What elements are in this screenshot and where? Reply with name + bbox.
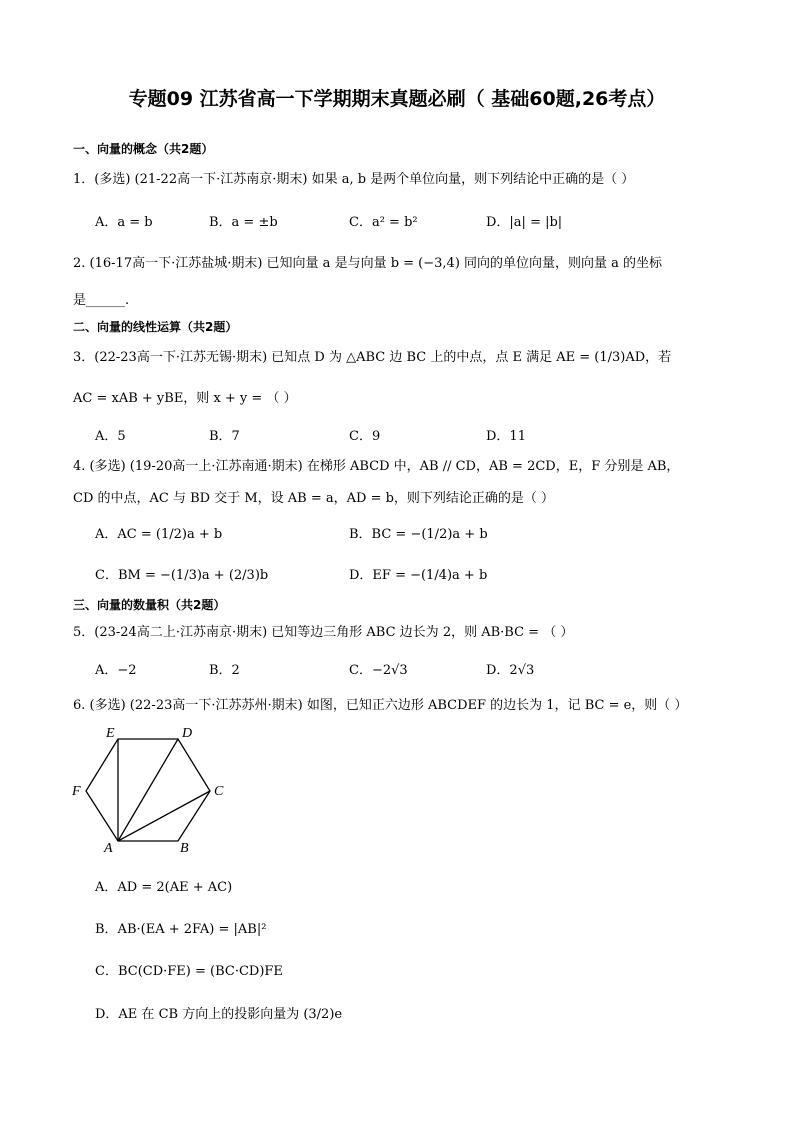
question-1-stem: 1．(多选) (21-22高一下·江苏南京·期末) 如果 a, b 是两个单位向量，则下列结论中正确的是（ ） <box>73 172 635 187</box>
question-1-option-c: C．a² = b² <box>349 215 418 230</box>
question-3-line-2: AC = xAB + yBE，则 x + y = （ ） <box>73 391 297 406</box>
question-4-option-a: A．AC = (1/2)a + b <box>95 527 223 542</box>
vertex-label-b: B <box>180 841 189 855</box>
question-4-option-c: C．BM = −(1/3)a + (2/3)b <box>95 568 269 583</box>
question-6-option-c: C．BC(CD·FE) = (BC·CD)FE <box>95 964 283 979</box>
question-3-option-b: B．7 <box>209 429 240 444</box>
section-heading-2: 二、向量的线性运算（共2题） <box>73 320 238 334</box>
section-heading-3: 三、向量的数量积（共2题） <box>73 598 226 612</box>
page-title: 专题09 江苏省高一下学期期末真题必刷（ 基础60题,26考点） <box>128 88 666 110</box>
vertex-label-c: C <box>214 784 224 799</box>
section-heading-1: 一、向量的概念（共2题） <box>73 142 214 156</box>
question-3-option-c: C．9 <box>349 429 381 444</box>
question-3-option-a: A．5 <box>95 429 126 444</box>
question-4-option-b: B．BC = −(1/2)a + b <box>349 527 488 542</box>
vertex-label-e: E <box>106 726 115 741</box>
hexagon-figure <box>70 725 240 855</box>
vertex-label-a: A <box>104 841 113 855</box>
question-6-stem: 6. (多选) (22-23高一下·江苏苏州·期末) 如图，已知正六边形 ABCDEF 的边长为 1，记 BC = e，则（ ） <box>73 698 688 713</box>
question-5-option-a: A．−2 <box>95 663 137 678</box>
question-6-option-a: A．AD = 2(AE + AC) <box>95 880 233 895</box>
segment-ac <box>118 791 210 841</box>
question-5-stem: 5．(23-24高二上·江苏南京·期末) 已知等边三角形 ABC 边长为 2，则 AB·BC = （ ） <box>73 625 574 640</box>
question-5-option-c: C．−2√3 <box>349 663 408 678</box>
question-4-option-d: D．EF = −(1/4)a + b <box>349 568 488 583</box>
question-4-line-2: CD 的中点，AC 与 BD 交于 M，设 AB = a，AD = b，则下列结论正确的是（ ） <box>73 491 555 506</box>
question-2-line-2: 是______. <box>73 293 130 308</box>
question-3-line-1: 3．(22-23高一下·江苏无锡·期末) 已知点 D 为 △ABC 边 BC 上的中点，点 E 满足 AE = (1/3)AD，若 <box>73 350 672 365</box>
question-1-option-a: A．a = b <box>95 215 153 230</box>
question-6-option-d: D．AE 在 CB 方向上的投影向量为 (3/2)e <box>95 1007 343 1022</box>
question-1-option-d: D．|a| = |b| <box>486 215 563 230</box>
question-2-line-1: 2. (16-17高一下·江苏盐城·期末) 已知向量 a 是与向量 b = (−3,4) 同向的单位向量，则向量 a 的坐标 <box>73 256 663 271</box>
question-1-option-b: B．a = ±b <box>209 215 278 230</box>
vertex-label-d: D <box>182 726 193 741</box>
question-6-option-b: B．AB·(EA + 2FA) = |AB|² <box>95 922 267 937</box>
segment-ad <box>118 739 178 841</box>
question-4-line-1: 4. (多选) (19-20高一上·江苏南通·期末) 在梯形 ABCD 中，AB // CD，AB = 2CD，E，F 分别是 AB， <box>73 459 680 474</box>
question-5-option-b: B．2 <box>209 663 240 678</box>
question-5-option-d: D．2√3 <box>486 663 535 678</box>
vertex-label-f: F <box>72 784 81 799</box>
question-3-option-d: D．11 <box>486 429 526 444</box>
